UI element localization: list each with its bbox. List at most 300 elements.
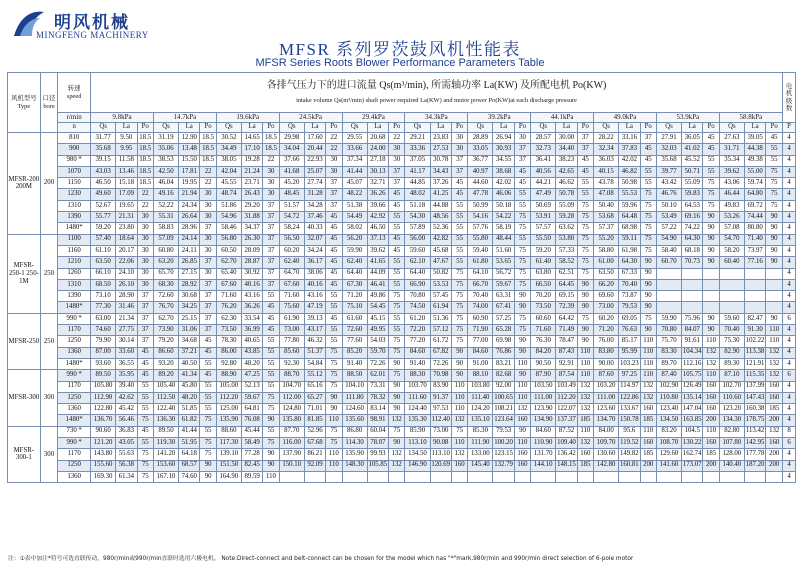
value-cell: 110.80 bbox=[656, 392, 681, 403]
value-cell: 75 bbox=[640, 189, 656, 200]
value-cell: 51.86 bbox=[216, 200, 241, 211]
value-cell: 37 bbox=[451, 155, 467, 166]
value-cell: 75 bbox=[137, 460, 153, 471]
value-cell: 77.60 bbox=[342, 336, 367, 347]
value-cell: 103.80 bbox=[468, 381, 493, 392]
value-cell: 110 bbox=[577, 347, 593, 358]
value-cell: 92.00 bbox=[493, 381, 514, 392]
value-cell: 21.94 bbox=[179, 189, 200, 200]
value-cell: 59.67 bbox=[241, 392, 262, 403]
value-cell: 135.90 bbox=[216, 415, 241, 426]
page-subtitle: MFSR Series Roots Blower Performance Parameters Table bbox=[255, 57, 545, 69]
header-sub-la: La bbox=[304, 123, 325, 133]
value-cell: 162.74 bbox=[682, 449, 703, 460]
value-cell: 56.46 bbox=[116, 415, 137, 426]
value-cell: 52.67 bbox=[91, 200, 116, 211]
value-cell: 134.90 bbox=[531, 415, 556, 426]
value-cell: 42.02 bbox=[493, 178, 514, 189]
value-cell: 36.55 bbox=[116, 358, 137, 369]
value-cell: 49.60 bbox=[91, 189, 116, 200]
value-cell: 55 bbox=[326, 302, 342, 313]
value-cell: 88.90 bbox=[216, 370, 241, 381]
header-sub-po: Po bbox=[137, 123, 153, 133]
value-cell: 57.89 bbox=[405, 223, 430, 234]
value-cell: 140.40 bbox=[719, 460, 744, 471]
speed-cell: 980 * bbox=[58, 155, 91, 166]
value-cell: 102.22 bbox=[744, 336, 765, 347]
pole-cell: 4 bbox=[783, 234, 796, 245]
value-cell: 37 bbox=[137, 325, 153, 336]
speed-cell: 1260 bbox=[58, 268, 91, 279]
value-cell: 116.00 bbox=[279, 438, 304, 449]
value-cell: 54.90 bbox=[656, 234, 681, 245]
value-cell: 13.48 bbox=[179, 144, 200, 155]
value-cell: 69.15 bbox=[556, 291, 577, 302]
value-cell: 73.90 bbox=[153, 325, 178, 336]
value-cell: 104.34 bbox=[682, 347, 703, 358]
value-cell: 30.14 bbox=[116, 336, 137, 347]
table-row bbox=[8, 291, 796, 302]
value-cell: 83.21 bbox=[493, 358, 514, 369]
value-cell: 45 bbox=[137, 347, 153, 358]
value-cell: 40.16 bbox=[304, 279, 325, 290]
value-cell: 75 bbox=[326, 426, 342, 437]
value-cell: 45.20 bbox=[279, 178, 304, 189]
value-cell: 160.38 bbox=[744, 404, 765, 415]
value-cell: 75 bbox=[514, 279, 530, 290]
value-cell: 30.93 bbox=[493, 144, 514, 155]
model-cell: MFSR-250 bbox=[8, 313, 41, 369]
value-cell: 147.04 bbox=[682, 404, 703, 415]
value-cell: 55 bbox=[263, 370, 279, 381]
value-cell: 75 bbox=[451, 268, 467, 279]
value-cell: 37 bbox=[263, 234, 279, 245]
value-cell: 73.00 bbox=[279, 325, 304, 336]
value-cell: 63.00 bbox=[91, 313, 116, 324]
value-cell: 37.13 bbox=[367, 234, 388, 245]
value-cell: 200 bbox=[640, 460, 656, 471]
value-cell: 22 bbox=[200, 178, 216, 189]
value-cell: 42.82 bbox=[430, 234, 451, 245]
header-pressure: 19.6kPa bbox=[216, 113, 279, 123]
value-cell: 59.20 bbox=[91, 223, 116, 234]
value-cell: 57.40 bbox=[91, 234, 116, 245]
value-cell: 49.16 bbox=[153, 189, 178, 200]
value-cell: 137.99 bbox=[744, 381, 765, 392]
value-cell: 55 bbox=[514, 200, 530, 211]
value-cell: 71.60 bbox=[279, 291, 304, 302]
value-cell: 151.50 bbox=[216, 460, 241, 471]
value-cell: 111.60 bbox=[405, 392, 430, 403]
value-cell: 55 bbox=[703, 166, 719, 177]
pole-cell: 4 bbox=[783, 245, 796, 256]
value-cell: 37 bbox=[200, 279, 216, 290]
value-cell: 45.68 bbox=[430, 245, 451, 256]
value-cell: 55.20 bbox=[594, 234, 619, 245]
value-cell: 45 bbox=[326, 245, 342, 256]
value-cell: 82.45 bbox=[241, 460, 262, 471]
table-row bbox=[8, 189, 796, 200]
value-cell: 45.44 bbox=[241, 426, 262, 437]
speed-cell: 1250 bbox=[58, 336, 91, 347]
header-sub-la: La bbox=[179, 123, 200, 133]
value-cell: 55 bbox=[389, 325, 405, 336]
value-cell: 58.24 bbox=[279, 223, 304, 234]
value-cell: 89.50 bbox=[91, 370, 116, 381]
value-cell: 51.57 bbox=[279, 200, 304, 211]
value-cell: 44.09 bbox=[367, 268, 388, 279]
value-cell: 34.68 bbox=[179, 336, 200, 347]
value-cell: 48.44 bbox=[493, 234, 514, 245]
value-cell: 37.26 bbox=[430, 178, 451, 189]
value-cell: 52.36 bbox=[430, 223, 451, 234]
value-cell: 45.55 bbox=[216, 178, 241, 189]
value-cell: 73.10 bbox=[91, 291, 116, 302]
value-cell: 55 bbox=[326, 336, 342, 347]
value-cell: 56.72 bbox=[493, 268, 514, 279]
value-cell: 150.10 bbox=[279, 460, 304, 471]
value-cell: 22 bbox=[389, 133, 405, 144]
value-cell: 135.90 bbox=[342, 449, 367, 460]
value-cell: 37 bbox=[326, 200, 342, 211]
value-cell: 110.90 bbox=[531, 438, 556, 449]
value-cell: 35.68 bbox=[91, 144, 116, 155]
speed-cell: 1170 bbox=[58, 449, 91, 460]
value-cell: 75 bbox=[389, 302, 405, 313]
value-cell: 57.33 bbox=[556, 245, 577, 256]
value-cell: 164.90 bbox=[216, 471, 241, 482]
value-cell: 90 bbox=[263, 449, 279, 460]
value-cell: 37 bbox=[137, 302, 153, 313]
value-cell: 67.33 bbox=[619, 268, 640, 279]
value-cell: 54.96 bbox=[216, 212, 241, 223]
value-cell: 70.40 bbox=[719, 325, 744, 336]
value-cell: 45 bbox=[137, 358, 153, 369]
table-row bbox=[8, 415, 796, 426]
value-cell: 48.45 bbox=[279, 189, 304, 200]
value-cell: 55 bbox=[263, 347, 279, 358]
value-cell bbox=[744, 268, 765, 279]
value-cell bbox=[744, 302, 765, 313]
value-cell: 160 bbox=[766, 392, 783, 403]
value-cell: 44.60 bbox=[468, 178, 493, 189]
value-cell: 75 bbox=[640, 223, 656, 234]
value-cell: 110 bbox=[640, 370, 656, 381]
header-pressure: 39.2kPa bbox=[468, 113, 531, 123]
value-cell: 123.60 bbox=[594, 404, 619, 415]
value-cell: 30 bbox=[137, 279, 153, 290]
value-cell: 22 bbox=[137, 189, 153, 200]
value-cell: 53.91 bbox=[531, 212, 556, 223]
value-cell: 76.20 bbox=[216, 302, 241, 313]
value-cell: 30 bbox=[137, 223, 153, 234]
performance-table bbox=[7, 72, 796, 483]
value-cell: 73.31 bbox=[367, 381, 388, 392]
value-cell: 90 bbox=[514, 336, 530, 347]
pole-cell: 4 bbox=[783, 212, 796, 223]
value-cell: 41.34 bbox=[179, 370, 200, 381]
value-cell: 42.92 bbox=[367, 212, 388, 223]
value-cell: 59.28 bbox=[556, 212, 577, 223]
value-cell: 31.88 bbox=[241, 212, 262, 223]
value-cell: 141.20 bbox=[153, 449, 178, 460]
value-cell: 160 bbox=[514, 415, 530, 426]
value-cell: 104.5 bbox=[682, 426, 703, 437]
header-rpm: r/min bbox=[58, 113, 91, 123]
value-cell bbox=[744, 471, 765, 482]
value-cell: 37 bbox=[137, 291, 153, 302]
value-cell: 90 bbox=[766, 245, 783, 256]
value-cell: 61.90 bbox=[279, 313, 304, 324]
value-cell: 75 bbox=[640, 212, 656, 223]
pole-cell: 4 bbox=[783, 178, 796, 189]
value-cell: 37 bbox=[137, 313, 153, 324]
value-cell: 45 bbox=[263, 302, 279, 313]
value-cell: 61.00 bbox=[594, 257, 619, 268]
value-cell: 75 bbox=[577, 245, 593, 256]
value-cell: 47.67 bbox=[430, 257, 451, 268]
value-cell: 55 bbox=[326, 291, 342, 302]
header-bore bbox=[40, 73, 58, 133]
value-cell: 43.78 bbox=[594, 178, 619, 189]
value-cell: 113.42 bbox=[744, 426, 765, 437]
value-cell: 90 bbox=[640, 302, 656, 313]
value-cell: 47.78 bbox=[468, 189, 493, 200]
value-cell: 113.10 bbox=[405, 438, 430, 449]
table-row bbox=[8, 404, 796, 415]
value-cell: 132 bbox=[577, 392, 593, 403]
value-cell: 18.5 bbox=[200, 155, 216, 166]
value-cell: 123.15 bbox=[493, 449, 514, 460]
value-cell: 76.86 bbox=[493, 347, 514, 358]
value-cell: 112.50 bbox=[153, 392, 178, 403]
value-cell bbox=[405, 471, 430, 482]
value-cell: 82.80 bbox=[719, 426, 744, 437]
value-cell: 57.09 bbox=[153, 234, 178, 245]
value-cell: 28.22 bbox=[594, 133, 619, 144]
value-cell: 58.46 bbox=[216, 223, 241, 234]
value-cell: 79.20 bbox=[153, 336, 178, 347]
value-cell: 39.05 bbox=[744, 133, 765, 144]
table-row bbox=[8, 336, 796, 347]
value-cell: 85.20 bbox=[342, 347, 367, 358]
value-cell: 37 bbox=[263, 268, 279, 279]
value-cell: 30 bbox=[200, 200, 216, 211]
value-cell: 77.16 bbox=[744, 257, 765, 268]
value-cell: 48.20 bbox=[179, 392, 200, 403]
value-cell: 22 bbox=[263, 155, 279, 166]
value-cell: 57.76 bbox=[468, 223, 493, 234]
value-cell: 73.97 bbox=[744, 245, 765, 256]
value-cell: 90 bbox=[640, 291, 656, 302]
value-cell bbox=[514, 471, 530, 482]
value-cell: 132 bbox=[389, 449, 405, 460]
value-cell: 99.93 bbox=[367, 449, 388, 460]
value-cell: 18.5 bbox=[137, 144, 153, 155]
value-cell: 90 bbox=[451, 370, 467, 381]
value-cell: 50.40 bbox=[594, 200, 619, 211]
value-cell: 30 bbox=[200, 234, 216, 245]
value-cell: 64.10 bbox=[468, 268, 493, 279]
value-cell: 73.50 bbox=[216, 325, 241, 336]
value-cell: 132 bbox=[389, 415, 405, 426]
value-cell bbox=[656, 268, 681, 279]
value-cell: 105.85 bbox=[367, 460, 388, 471]
value-cell: 65.70 bbox=[153, 268, 178, 279]
value-cell: 30 bbox=[263, 166, 279, 177]
speed-cell: 1480* bbox=[58, 223, 91, 234]
value-cell: 91.40 bbox=[405, 358, 430, 369]
value-cell: 90 bbox=[577, 325, 593, 336]
value-cell: 37 bbox=[200, 313, 216, 324]
header-pressure: 34.3kPa bbox=[405, 113, 468, 123]
value-cell: 45 bbox=[326, 223, 342, 234]
value-cell: 50.18 bbox=[493, 200, 514, 211]
value-cell: 33.16 bbox=[619, 133, 640, 144]
value-cell: 55.80 bbox=[468, 234, 493, 245]
value-cell: 44.88 bbox=[430, 200, 451, 211]
table-row bbox=[8, 200, 796, 211]
header-sub-po: Po bbox=[640, 123, 656, 133]
value-cell: 22 bbox=[326, 144, 342, 155]
value-cell: 130.60 bbox=[594, 449, 619, 460]
value-cell: 155.60 bbox=[91, 460, 116, 471]
pole-cell: 4 bbox=[783, 415, 796, 426]
value-cell: 135.80 bbox=[279, 415, 304, 426]
value-cell: 82.68 bbox=[493, 370, 514, 381]
value-cell: 55.00 bbox=[744, 166, 765, 177]
value-cell: 59.20 bbox=[531, 245, 556, 256]
value-cell: 24.11 bbox=[179, 245, 200, 256]
value-cell: 149.82 bbox=[619, 449, 640, 460]
header-sub-la: La bbox=[619, 123, 640, 133]
value-cell: 55 bbox=[451, 234, 467, 245]
value-cell: 100.20 bbox=[493, 438, 514, 449]
value-cell bbox=[577, 471, 593, 482]
value-cell: 75.30 bbox=[719, 336, 744, 347]
value-cell: 115.35 bbox=[744, 370, 765, 381]
value-cell: 75 bbox=[326, 381, 342, 392]
value-cell: 45 bbox=[200, 370, 216, 381]
value-cell: 122.40 bbox=[153, 404, 178, 415]
value-cell: 57.08 bbox=[719, 223, 744, 234]
value-cell: 63.31 bbox=[493, 291, 514, 302]
value-cell: 110.60 bbox=[719, 392, 744, 403]
value-cell: 41.02 bbox=[682, 144, 703, 155]
value-cell: 50.78 bbox=[556, 189, 577, 200]
value-cell: 53.49 bbox=[656, 212, 681, 223]
value-cell: 58.83 bbox=[153, 223, 178, 234]
value-cell: 56.20 bbox=[342, 234, 367, 245]
value-cell: 95.6 bbox=[619, 426, 640, 437]
value-cell bbox=[744, 279, 765, 290]
value-cell: 55 bbox=[200, 358, 216, 369]
value-cell: 90 bbox=[703, 234, 719, 245]
value-cell: 32.03 bbox=[656, 144, 681, 155]
value-cell: 17.09 bbox=[116, 189, 137, 200]
model-cell: MFSR-250-1 250-1M bbox=[8, 234, 41, 313]
value-cell: 160 bbox=[703, 404, 719, 415]
value-cell: 54.22 bbox=[493, 212, 514, 223]
speed-cell: 1100 bbox=[58, 234, 91, 245]
value-cell: 55.09 bbox=[556, 200, 577, 211]
value-cell: 50.99 bbox=[468, 200, 493, 211]
value-cell: 75 bbox=[200, 449, 216, 460]
value-cell: 75 bbox=[137, 471, 153, 482]
performance-table-container bbox=[7, 72, 796, 483]
value-cell: 135.10 bbox=[468, 415, 493, 426]
value-cell: 30 bbox=[137, 212, 153, 223]
header-sub-po: Po bbox=[200, 123, 216, 133]
value-cell: 52.13 bbox=[241, 381, 262, 392]
value-cell: 30.92 bbox=[241, 268, 262, 279]
value-cell: 74.50 bbox=[405, 302, 430, 313]
value-cell: 43.85 bbox=[241, 347, 262, 358]
value-cell: 87.54 bbox=[556, 370, 577, 381]
value-cell: 38.06 bbox=[304, 268, 325, 279]
value-cell: 21.24 bbox=[241, 166, 262, 177]
value-cell: 18.5 bbox=[200, 144, 216, 155]
value-cell: 45 bbox=[640, 144, 656, 155]
value-cell: 75 bbox=[514, 313, 530, 324]
value-cell: 160 bbox=[703, 438, 719, 449]
header-speed bbox=[58, 73, 91, 113]
value-cell: 55 bbox=[451, 212, 467, 223]
value-cell: 200 bbox=[703, 460, 719, 471]
value-cell: 75 bbox=[514, 325, 530, 336]
value-cell: 86.00 bbox=[216, 347, 241, 358]
value-cell: 71.49 bbox=[556, 325, 577, 336]
value-cell: 75 bbox=[640, 245, 656, 256]
value-cell: 68.57 bbox=[179, 460, 200, 471]
value-cell: 9.95 bbox=[116, 144, 137, 155]
value-cell: 90 bbox=[640, 325, 656, 336]
value-cell: 49.83 bbox=[719, 200, 744, 211]
value-cell: 59.90 bbox=[656, 313, 681, 324]
pole-cell: 4 bbox=[783, 404, 796, 415]
value-cell: 63.80 bbox=[531, 268, 556, 279]
value-cell: 85.60 bbox=[279, 347, 304, 358]
value-cell: 85.30 bbox=[468, 426, 493, 437]
value-cell: 46.50 bbox=[91, 178, 116, 189]
value-cell: 53.68 bbox=[594, 212, 619, 223]
value-cell: 30.13 bbox=[367, 166, 388, 177]
value-cell: 63.50 bbox=[594, 268, 619, 279]
value-cell: 45 bbox=[326, 212, 342, 223]
value-cell bbox=[719, 291, 744, 302]
header-main-en: intake volume Qs(m³/min) shaft power required La(KW) and motor power Po(KW)at each discharge pressure bbox=[296, 96, 578, 104]
pole-cell: 4 bbox=[783, 325, 796, 336]
value-cell: 150.78 bbox=[619, 415, 640, 426]
value-cell: 74.60 bbox=[179, 471, 200, 482]
header-sub-po: Po bbox=[514, 123, 530, 133]
value-cell: 75 bbox=[577, 200, 593, 211]
value-cell: 83.14 bbox=[367, 404, 388, 415]
value-cell: 36.77 bbox=[468, 155, 493, 166]
value-cell: 132 bbox=[577, 404, 593, 415]
speed-cell: 1480* bbox=[58, 358, 91, 369]
value-cell: 46.50 bbox=[367, 223, 388, 234]
value-cell: 132 bbox=[703, 347, 719, 358]
value-cell: 59.11 bbox=[619, 234, 640, 245]
value-cell: 34.24 bbox=[304, 245, 325, 256]
bore-cell: 300 bbox=[40, 426, 58, 482]
value-cell: 45 bbox=[389, 200, 405, 211]
value-cell: 30 bbox=[514, 133, 530, 144]
value-cell bbox=[656, 302, 681, 313]
value-cell: 75 bbox=[640, 200, 656, 211]
value-cell: 160 bbox=[640, 438, 656, 449]
